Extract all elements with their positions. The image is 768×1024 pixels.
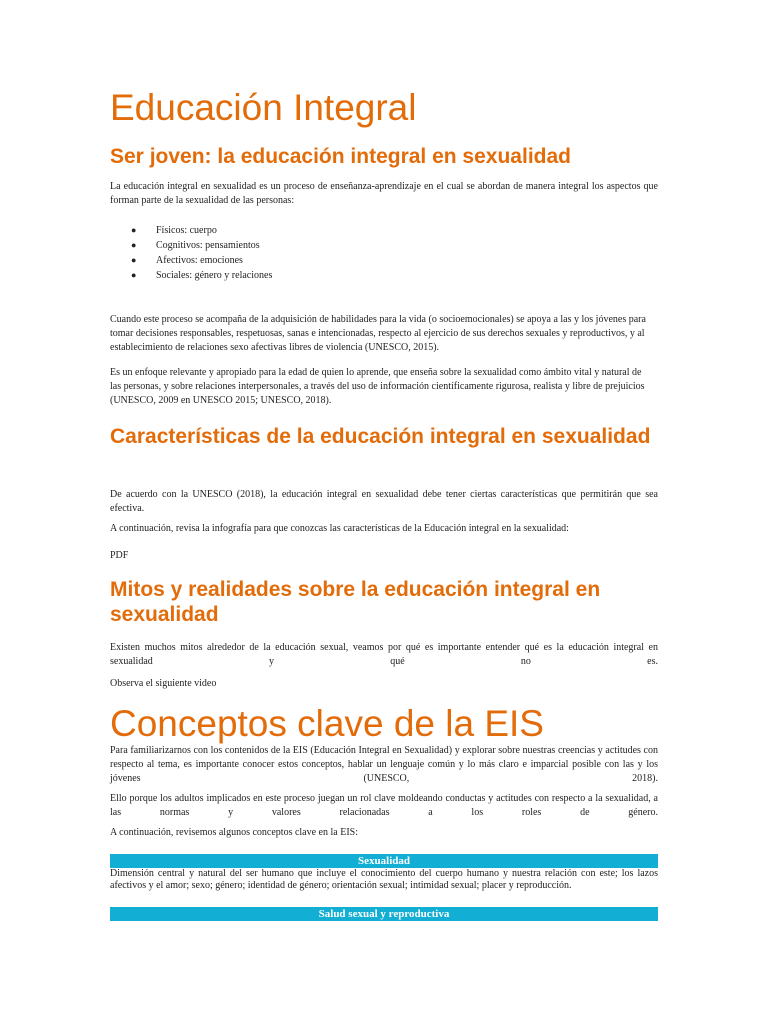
section-heading-conceptos: Conceptos clave de la EIS: [110, 703, 544, 744]
list-item: ● Sociales: género y relaciones: [131, 270, 273, 281]
concept-term-bar: Sexualidad: [110, 854, 658, 868]
paragraph-familiarizarnos: Para familiarizarnos con los contenidos de la EIS (Educación Integral en Sexualidad) y explorar sobre nuestras creencias y actitudes con respecto al tema, es importante conocer estos conceptos, hablar un lenguaje común y lo más claro e imparcial posible con las y los jóvenes (UNESCO, 2018).: [110, 745, 658, 784]
bullet-icon: ●: [131, 225, 137, 235]
bullet-icon: ●: [131, 270, 137, 280]
list-item: ● Físicos: cuerpo: [131, 225, 217, 236]
paragraph-unesco: De acuerdo con la UNESCO (2018), la educación integral en sexualidad debe tener ciertas características que permitirán que sea efectiva.: [110, 489, 658, 514]
concept-definition: Dimensión central y natural del ser humano que incluye el conocimiento del cuerpo humano y nuestra relación con este; los lazos afectivos y el amor; sexo; género; identidad de género; orientación sexual; intimidad sexual; placer y reproducción.: [110, 868, 658, 891]
section-heading-mitos: Mitos y realidades sobre la educación integral en sexualidad: [110, 578, 601, 626]
video-link[interactable]: Observa el siguiente video: [110, 678, 217, 689]
paragraph-mitos: Existen muchos mitos alrededor de la educación sexual, veamos por qué es importante entender qué es la educación integral en sexualidad y qué no es.: [110, 642, 658, 667]
pdf-link[interactable]: PDF: [110, 550, 129, 561]
paragraph-habilidades: Cuando este proceso se acompaña de la adquisición de habilidades para la vida (o socioemocionales) se apoya a las y los jóvenes para tomar decisiones responsables, respetuosas, sanas e intencionadas, respecto al ejercicio de sus derechos sexuales y reproductivos, y al establecimiento de relaciones sexo afectivas libres de violencia (UNESCO, 2015).: [110, 314, 646, 353]
paragraph-enfoque: Es un enfoque relevante y apropiado para la edad de quien lo aprende, que enseña sobre la sexualidad como ámbito vital y natural de las personas, y sobre relaciones interpersonales, a través del uso de información científicamente rigurosa, realista y libre de prejuicios (UNESCO, 2009 en UNESCO 2015; UNESCO, 2018).: [110, 367, 645, 406]
list-item: ● Cognitivos: pensamientos: [131, 240, 260, 251]
section-heading-caracteristicas: Características de la educación integral en sexualidad: [110, 425, 651, 448]
concept-sexualidad: [110, 854, 658, 892]
bullet-icon: ●: [131, 255, 137, 265]
section-heading-ser-joven: Ser joven: la educación integral en sexualidad: [110, 145, 571, 168]
list-item: ● Afectivos: emociones: [131, 255, 243, 266]
paragraph-conceptos-intro: A continuación, revisemos algunos conceptos clave en la EIS:: [110, 827, 358, 838]
paragraph-intro: La educación integral en sexualidad es un proceso de enseñanza-aprendizaje en el cual se abordan de manera integral los aspectos que forman parte de la sexualidad de las personas:: [110, 181, 658, 206]
paragraph-infografia: A continuación, revisa la infografía para que conozcas las características de la Educación integral en la sexualidad:: [110, 523, 569, 534]
bullet-icon: ●: [131, 240, 137, 250]
concept-salud-sexual: [110, 907, 658, 921]
aspects-list: [110, 223, 658, 283]
page-title: Educación Integral: [110, 87, 417, 128]
paragraph-adultos: Ello porque los adultos implicados en este proceso juegan un rol clave moldeando conductas y actitudes con respecto a la sexualidad, a las normas y valores relacionadas a los roles de género.: [110, 793, 658, 818]
concept-term-bar: Salud sexual y reproductiva: [110, 907, 658, 921]
